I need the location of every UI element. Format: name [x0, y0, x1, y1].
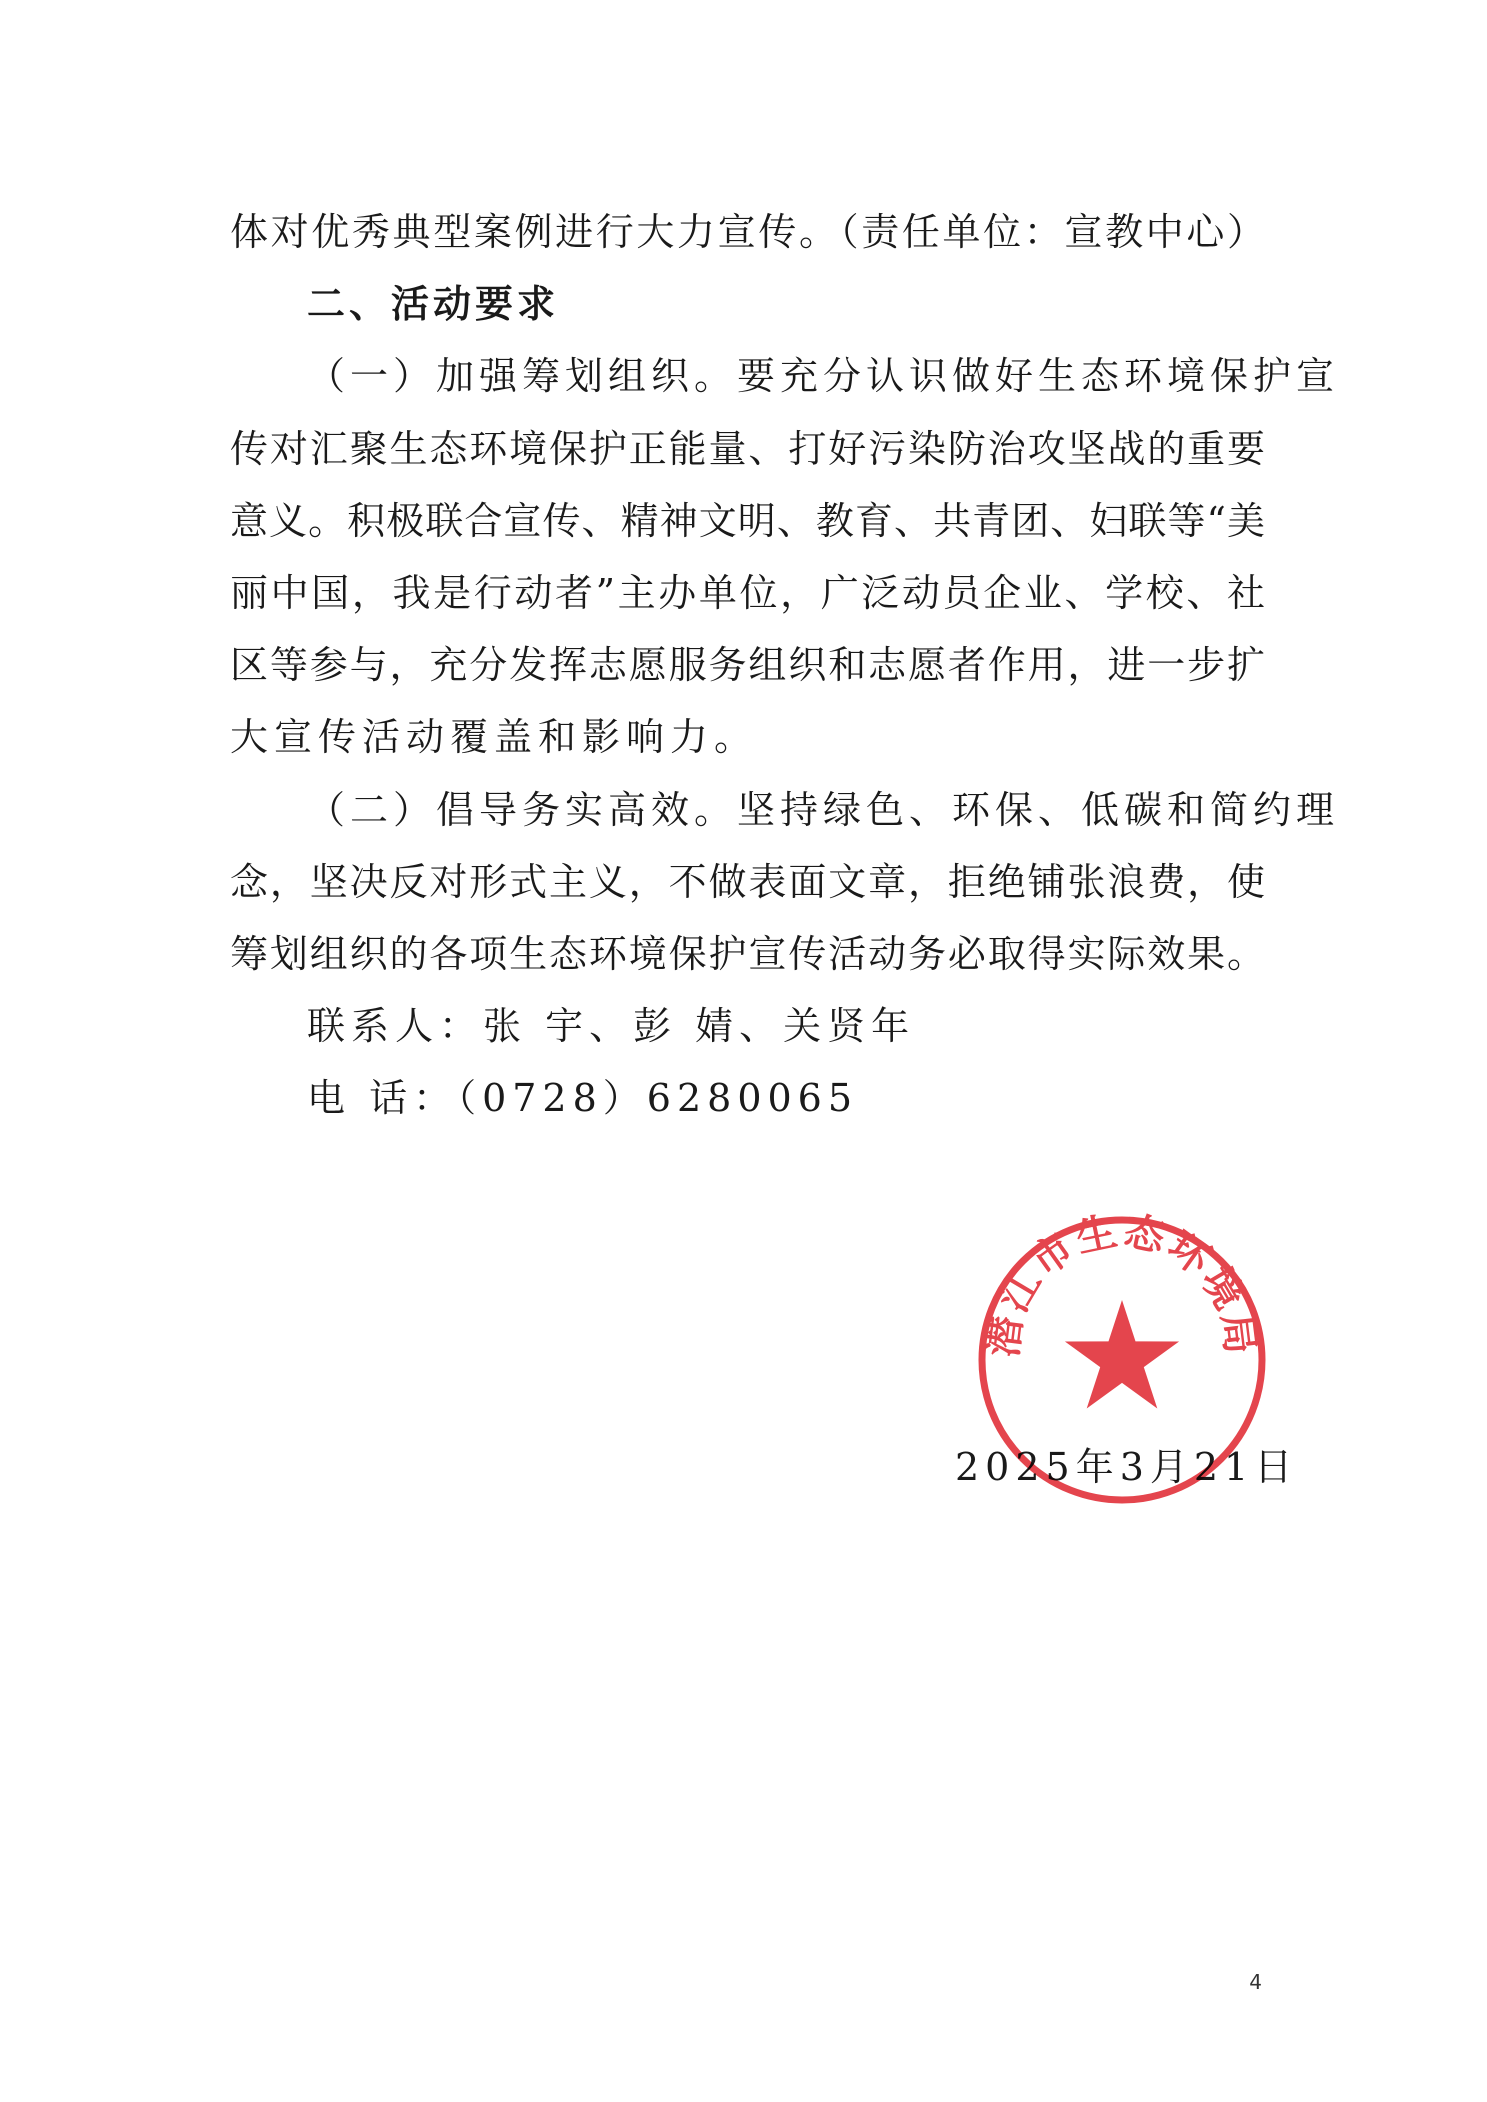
paragraph-line: 意义。积极联合宣传、精神文明、教育、共青团、妇联等“美 [230, 499, 1265, 543]
paragraph-line: 传对汇聚生态环境保护正能量、打好污染防治攻坚战的重要 [230, 427, 1265, 471]
seal-star-icon [1065, 1300, 1179, 1409]
contact-phone: 电 话：（0728）6280065 [307, 1076, 859, 1120]
page-number: 4 [1249, 1970, 1262, 1994]
paragraph-line: 筹划组织的各项生态环境保护宣传活动务必取得实际效果。 [230, 932, 1265, 976]
paragraph-line: 大宣传活动覆盖和影响力。 [230, 715, 759, 759]
paragraph-line: 念，坚决反对形式主义，不做表面文章，拒绝铺张浪费，使 [230, 860, 1265, 904]
paragraph-line: （一）加强筹划组织。要充分认识做好生态环境保护宣 [307, 354, 1340, 398]
section-heading: 二、活动要求 [307, 282, 560, 326]
seal-text: 潜江市生态环境局 [980, 1210, 1264, 1360]
contact-persons: 联系人：张 宇、彭 婧、关贤年 [307, 1004, 916, 1048]
paragraph-line: 丽中国，我是行动者”主办单位，广泛动员企业、学校、社 [230, 571, 1265, 615]
paragraph-line: （二）倡导务实高效。坚持绿色、环保、低碳和简约理 [307, 788, 1340, 832]
paragraph-line: 体对优秀典型案例进行大力宣传。（责任单位：宣教中心） [230, 210, 1265, 254]
official-seal [972, 1210, 1272, 1510]
document-date: 2025年3月21日 [955, 1445, 1299, 1489]
paragraph-line: 区等参与，充分发挥志愿服务组织和志愿者作用，进一步扩 [230, 643, 1265, 687]
